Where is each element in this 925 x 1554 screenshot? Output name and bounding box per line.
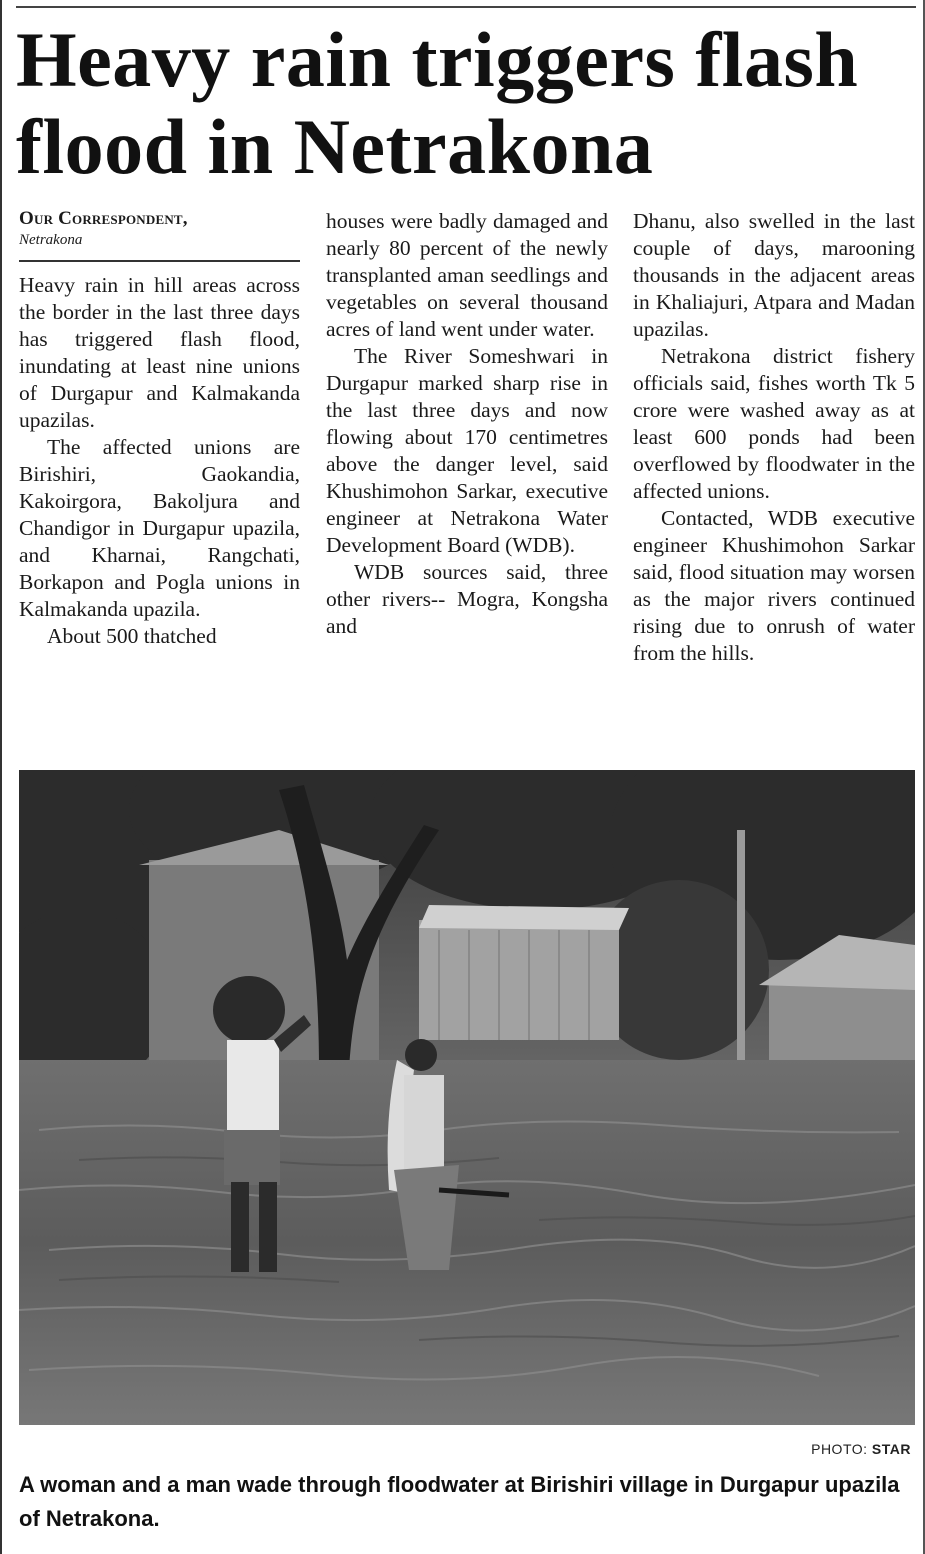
paragraph: Heavy rain in hill areas across the border in the last three days has triggered flash flood, inundating at least nine unions of Durgapur and Kalmakanda upazilas. (19, 273, 300, 432)
floodwater (19, 1060, 915, 1425)
byline-name: Our Correspondent, (19, 208, 188, 229)
photo-caption: A woman and a man wade through floodwater at Birishiri village in Durgapur upazila of Netrakona. (19, 1472, 900, 1531)
headline: Heavy rain triggers flash flood in Netrakona (16, 16, 859, 190)
photo-credit-label: PHOTO: (811, 1441, 868, 1457)
top-rule (16, 6, 916, 8)
paragraph: About 500 thatched (47, 624, 217, 648)
flood-photo (19, 770, 915, 1425)
paragraph: Contacted, WDB executive engineer Khushimohon Sarkar said, flood situation may worsen as the major rivers continued rising due to onrush of water from the hills. (633, 506, 915, 665)
paragraph-continued: Dhanu, also swelled in the last couple of days, marooning thousands in the adjacent areas in Khaliajuri, Atpara and Madan upazilas. (633, 209, 915, 341)
paragraph-continued: houses were badly damaged and nearly 80 percent of the newly transplanted aman seedlings and vegetables on several thousand acres of land went under water. (326, 209, 608, 341)
photo-credit (811, 1441, 911, 1457)
article-column-3 (633, 208, 915, 753)
flood-scene-illustration (19, 770, 915, 1425)
paragraph: WDB sources said, three other rivers-- Mogra, Kongsha and (326, 560, 608, 638)
paragraph: Netrakona district fishery officials said, fishes worth Tk 5 crore were washed away as at least 600 ponds had been overflowed by floodwater in the affected unions. (633, 344, 915, 503)
paragraph: The River Someshwari in Durgapur marked sharp rise in the last three days and now flowing about 170 centimetres above the danger level, said Khushimohon Sarkar, executive engineer at Netrakona Water Development Board (WDB). (326, 344, 608, 557)
article-column-2 (326, 208, 608, 753)
article-column-1 (19, 208, 300, 753)
byline-divider (19, 260, 300, 262)
byline-place: Netrakona (19, 232, 83, 248)
paragraph: The affected unions are Birishiri, Gaokandia, Kakoirgora, Bakoljura and Chandigor in Durgapur upazila, and Kharnai, Rangchati, Borkapon and Pogla unions in Kalmakanda upazila. (19, 435, 300, 621)
photo-credit-source: STAR (871, 1441, 911, 1457)
